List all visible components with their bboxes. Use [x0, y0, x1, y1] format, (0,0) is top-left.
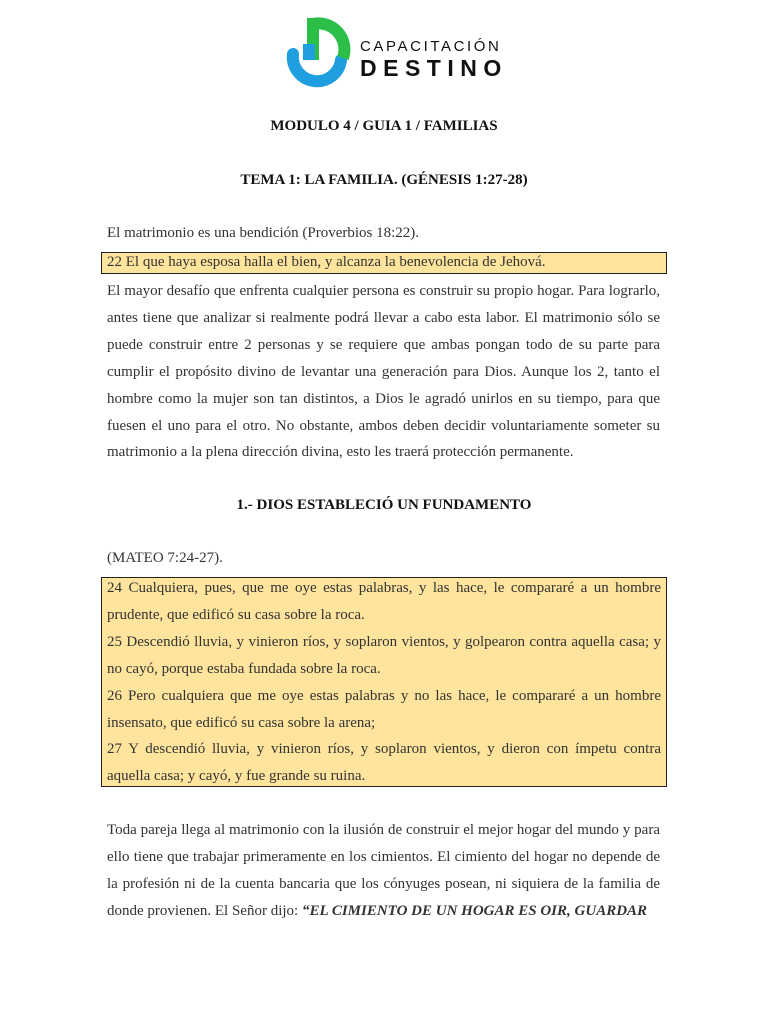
- logo-text-destino: DESTINO: [360, 55, 508, 81]
- verse-24: 24 Cualquiera, pues, que me oye estas palabras, y las hace, le compararé a un hombre prudente, que edificó su casa sobre la roca.: [107, 580, 661, 623]
- proverbios-verse: 22 El que haya esposa halla el bien, y alcanza la benevolencia de Jehová.: [107, 254, 546, 270]
- paragraph-1: El mayor desafío que enfrenta cualquier persona es construir su propio hogar. Para lograrlo, antes tiene que analizar si realmente podrá llevar a cabo esta labor. El matrimonio sólo se puede construir entre 2 personas y se requiere que ambas pongan todo de su parte para cumplir el propósito divino de levantar una generación para Dios. Aunque los 2, tanto el hombre como la mujer son tan distintos, a Dios le agradó unirlos en su tiempo, para que fuesen el uno para el otro. No obstante, ambos deben decidir voluntariamente someter su matrimonio a la plena dirección divina, esto les traerá protección permanente.: [107, 283, 660, 461]
- verse-25: 25 Descendió lluvia, y vinieron ríos, y soplaron vientos, y golpearon contra aquella casa; y no cayó, porque estaba fundada sobre la roca.: [107, 633, 661, 677]
- paragraph-2-emphasis: “EL CIMIENTO DE UN HOGAR ES OIR, GUARDAR: [301, 902, 648, 919]
- intro-text: El matrimonio es una bendición (Proverbios 18:22).: [107, 225, 420, 241]
- paragraph-2: [107, 817, 660, 925]
- section-1-title: 1.- DIOS ESTABLECIÓ UN FUNDAMENTO: [236, 497, 532, 513]
- paragraph-2-text: Toda pareja llega al matrimonio con la ilusión de construir el mejor hogar del mundo y para ello tiene que trabajar primeramente en los cimientos. El cimiento del hogar no depende de la profesión ni de la cuenta bancaria que los cónyuges posean, ni siquiera de la familia de donde provienen. El Señor dijo:: [107, 822, 660, 919]
- module-title: MODULO 4 / GUIA 1 / FAMILIAS: [270, 118, 498, 134]
- logo-text-capacitacion: CAPACITACIÓN: [360, 38, 502, 55]
- proverbios-verse-box: [101, 252, 667, 274]
- verse-26: 26 Pero cualquiera que me oye estas palabras y no las hace, le compararé a un hombre insensato, que edificó su casa sobre la arena;: [107, 687, 661, 731]
- topic-title: TEMA 1: LA FAMILIA. (GÉNESIS 1:27-28): [240, 172, 528, 188]
- section-1-reference: (MATEO 7:24-27).: [107, 550, 223, 566]
- verse-27: 27 Y descendió lluvia, y vinieron ríos, y soplaron vientos, y dieron con ímpetu contra aquella casa; y cayó, y fue grande su ruina.: [107, 741, 661, 785]
- mateo-verses-box: [101, 577, 667, 787]
- logo-mark-icon: [279, 14, 355, 90]
- capacitacion-destino-logo: [279, 14, 508, 90]
